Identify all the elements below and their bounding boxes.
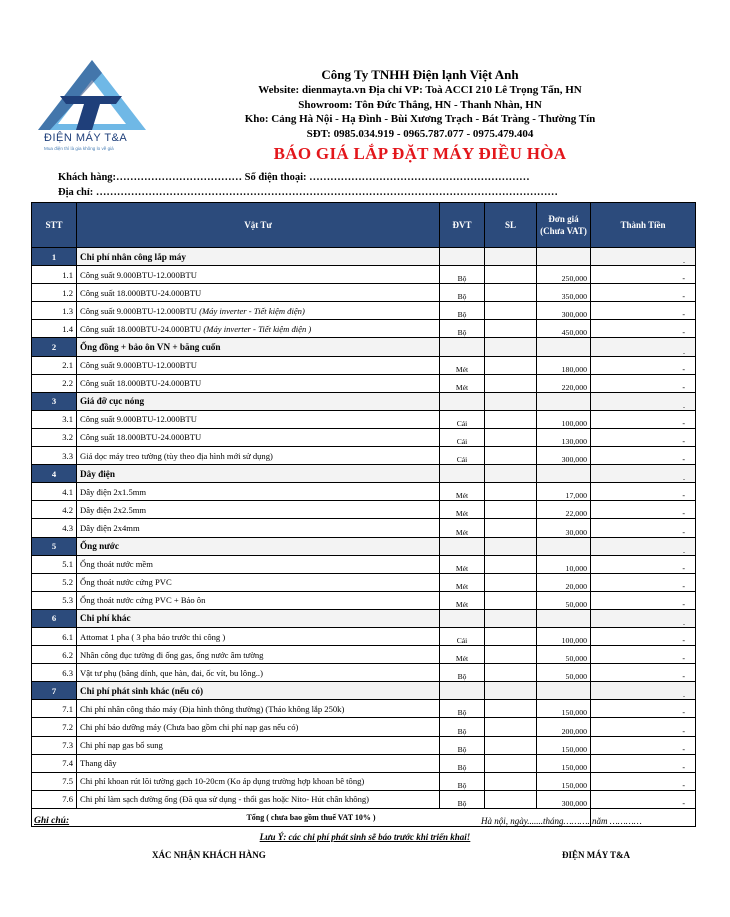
item-qty xyxy=(485,573,537,591)
section-unit-cell xyxy=(440,392,485,410)
section-number: 6 xyxy=(32,609,77,627)
item-unit: Bộ xyxy=(440,736,485,754)
company-name: Công Ty TNHH Điện lạnh Việt Anh xyxy=(321,67,519,82)
section-name: Ống đồng + bảo ôn VN + băng cuốn xyxy=(77,338,440,356)
section-qty-cell xyxy=(485,682,537,700)
company-logo xyxy=(30,56,160,156)
item-row xyxy=(32,646,696,664)
section-row xyxy=(32,609,696,627)
section-price-cell xyxy=(537,465,591,483)
item-name: Dây điện 2x1.5mm xyxy=(80,486,147,497)
item-unit: Cái xyxy=(440,410,485,428)
item-name-cell xyxy=(77,320,440,338)
item-name: Dây điện 2x4mm xyxy=(80,522,140,533)
item-number: 6.1 xyxy=(32,627,77,645)
item-qty xyxy=(485,591,537,609)
item-price: 250,000 xyxy=(537,266,591,284)
item-name-cell xyxy=(77,736,440,754)
item-qty xyxy=(485,374,537,392)
item-name-cell xyxy=(77,754,440,772)
section-name: Ống nước xyxy=(77,537,440,555)
section-row xyxy=(32,338,696,356)
section-row xyxy=(32,248,696,266)
item-name-cell xyxy=(77,356,440,374)
item-qty xyxy=(485,284,537,302)
section-number: 2 xyxy=(32,338,77,356)
header-price: Đơn giá (Chưa VAT) xyxy=(537,203,591,248)
item-number: 1.4 xyxy=(32,320,77,338)
item-total: - xyxy=(591,447,696,465)
item-name: Vật tư phụ (băng dính, que hàn, đai, ốc vít, bu lông..) xyxy=(80,667,263,678)
item-name: Công suất 9.000BTU-12.000BTU xyxy=(80,414,197,425)
grand-total-label: Tổng ( chưa bao gồm thuế VAT 10% ) xyxy=(32,808,591,826)
header-total: Thành Tiền xyxy=(591,203,696,248)
section-name: Giá đỡ cục nóng xyxy=(77,392,440,410)
item-name: Công suất 9.000BTU-12.000BTU xyxy=(80,305,200,316)
item-total: - xyxy=(591,718,696,736)
item-total: - xyxy=(591,483,696,501)
item-total: - xyxy=(591,573,696,591)
section-total-cell: . xyxy=(591,609,696,627)
item-number: 7.2 xyxy=(32,718,77,736)
item-total: - xyxy=(591,266,696,284)
item-total: - xyxy=(591,519,696,537)
section-unit-cell xyxy=(440,609,485,627)
item-total: - xyxy=(591,754,696,772)
item-row xyxy=(32,320,696,338)
item-name-cell xyxy=(77,555,440,573)
section-number: 1 xyxy=(32,248,77,266)
section-total-cell: . xyxy=(591,338,696,356)
item-note: (Máy inverter - Tiết kiệm điện) xyxy=(199,305,305,316)
section-price-cell xyxy=(537,537,591,555)
item-unit: Cái xyxy=(440,428,485,446)
item-number: 5.1 xyxy=(32,555,77,573)
section-qty-cell xyxy=(485,338,537,356)
section-total-cell: . xyxy=(591,392,696,410)
customer-line: Khách hàng:……………………………… Số điện thoại: ……………………………………………………… xyxy=(58,172,530,183)
item-unit: Mét xyxy=(440,591,485,609)
header-item: Vật Tư xyxy=(77,203,440,248)
item-number: 2.2 xyxy=(32,374,77,392)
section-price-cell xyxy=(537,248,591,266)
item-qty xyxy=(485,646,537,664)
item-price: 22,000 xyxy=(537,501,591,519)
item-name: Nhân công đục tường đi ống gas, ống nước âm tường xyxy=(80,649,264,660)
item-qty xyxy=(485,700,537,718)
item-note: (Máy inverter - Tiết kiệm điện ) xyxy=(203,323,312,334)
item-unit: Mét xyxy=(440,555,485,573)
item-qty xyxy=(485,356,537,374)
item-qty xyxy=(485,320,537,338)
item-row xyxy=(32,302,696,320)
item-row xyxy=(32,356,696,374)
item-number: 4.2 xyxy=(32,501,77,519)
item-name-cell xyxy=(77,447,440,465)
item-name-cell xyxy=(77,718,440,736)
item-qty xyxy=(485,483,537,501)
item-number: 7.3 xyxy=(32,736,77,754)
item-total: - xyxy=(591,284,696,302)
item-name: Thang dây xyxy=(80,758,117,769)
item-number: 3.1 xyxy=(32,410,77,428)
item-qty xyxy=(485,519,537,537)
section-price-cell xyxy=(537,609,591,627)
item-row xyxy=(32,664,696,682)
section-unit-cell xyxy=(440,248,485,266)
item-name: Công suất 18.000BTU-24.000BTU xyxy=(80,432,202,443)
item-name-cell xyxy=(77,519,440,537)
item-total: - xyxy=(591,790,696,808)
item-number: 1.3 xyxy=(32,302,77,320)
item-name: Công suất 9.000BTU-12.000BTU xyxy=(80,360,197,371)
item-name: Ống thoát nước cứng PVC + Bảo ôn xyxy=(80,595,206,606)
item-number: 1.1 xyxy=(32,266,77,284)
item-unit: Bộ xyxy=(440,700,485,718)
item-row xyxy=(32,573,696,591)
item-unit: Mét xyxy=(440,356,485,374)
item-name: Ống thoát nước mềm xyxy=(80,559,153,570)
item-total: - xyxy=(591,772,696,790)
item-price: 150,000 xyxy=(537,736,591,754)
item-total: - xyxy=(591,591,696,609)
item-qty xyxy=(485,736,537,754)
item-price: 150,000 xyxy=(537,754,591,772)
section-number: 4 xyxy=(32,465,77,483)
item-name: Dây điện 2x2.5mm xyxy=(80,504,147,515)
item-price: 130,000 xyxy=(537,428,591,446)
item-name-cell xyxy=(77,664,440,682)
item-price: 180,000 xyxy=(537,356,591,374)
item-row xyxy=(32,754,696,772)
company-phone: SĐT: 0985.034.919 - 0965.787.077 - 0975.479.404 xyxy=(306,127,534,140)
item-row xyxy=(32,519,696,537)
item-price: 350,000 xyxy=(537,284,591,302)
company-website-address: Website: dienmayta.vn Địa chỉ VP: Toà ACCI 210 Lê Trọng Tấn, HN xyxy=(258,84,582,96)
item-row xyxy=(32,483,696,501)
item-name-cell xyxy=(77,374,440,392)
company-header xyxy=(150,66,690,141)
item-price: 50,000 xyxy=(537,591,591,609)
customer-confirm-label: XÁC NHẬN KHÁCH HÀNG xyxy=(152,850,266,860)
date-line: Hà nội, ngày.......tháng………..năm ………… xyxy=(481,816,642,826)
item-name-cell xyxy=(77,284,440,302)
item-price: 100,000 xyxy=(537,627,591,645)
section-row xyxy=(32,682,696,700)
item-qty xyxy=(485,664,537,682)
address-line: Địa chỉ: …………………………………………………………………………………………………………………… xyxy=(58,187,558,198)
item-row xyxy=(32,736,696,754)
item-name: Công suất 18.000BTU-24.000BTU xyxy=(80,287,202,298)
item-qty xyxy=(485,718,537,736)
section-unit-cell xyxy=(440,465,485,483)
item-unit: Bộ xyxy=(440,266,485,284)
item-total: - xyxy=(591,664,696,682)
item-name: Chi phí làm sạch đường ống (Đã qua sử dụng - thổi gas hoặc Nito- Hút chân không) xyxy=(80,794,370,805)
item-name-cell xyxy=(77,772,440,790)
item-total: - xyxy=(591,627,696,645)
section-price-cell xyxy=(537,338,591,356)
item-row xyxy=(32,700,696,718)
item-total: - xyxy=(591,320,696,338)
header-unit: ĐVT xyxy=(440,203,485,248)
item-row xyxy=(32,501,696,519)
header-qty: SL xyxy=(485,203,537,248)
item-qty xyxy=(485,790,537,808)
item-qty xyxy=(485,302,537,320)
item-number: 5.2 xyxy=(32,573,77,591)
note-label: Ghi chú: xyxy=(34,816,70,826)
item-price: 450,000 xyxy=(537,320,591,338)
section-qty-cell xyxy=(485,465,537,483)
item-name: Công suất 9.000BTU-12.000BTU xyxy=(80,269,197,280)
section-number: 5 xyxy=(32,537,77,555)
item-total: - xyxy=(591,646,696,664)
section-row xyxy=(32,392,696,410)
item-number: 7.4 xyxy=(32,754,77,772)
item-name-cell xyxy=(77,483,440,501)
item-qty xyxy=(485,428,537,446)
item-price: 20,000 xyxy=(537,573,591,591)
item-unit: Cái xyxy=(440,447,485,465)
item-name: Chi phí nạp gas bổ sung xyxy=(80,740,163,751)
table-body xyxy=(32,248,696,827)
header-stt: STT xyxy=(32,203,77,248)
quote-table xyxy=(31,202,696,827)
section-name: Dây điện xyxy=(77,465,440,483)
item-total: - xyxy=(591,374,696,392)
item-qty xyxy=(485,772,537,790)
item-total: - xyxy=(591,501,696,519)
item-name: Attomat 1 pha ( 3 pha báo trước thi công ) xyxy=(80,631,226,642)
item-row xyxy=(32,591,696,609)
item-row xyxy=(32,718,696,736)
remark-text: Lưu Ý: các chi phí phát sinh sẽ báo trước khi triển khai! xyxy=(259,832,471,842)
section-total-cell: . xyxy=(591,465,696,483)
item-total: - xyxy=(591,736,696,754)
item-number: 3.3 xyxy=(32,447,77,465)
item-name-cell xyxy=(77,700,440,718)
item-unit: Bộ xyxy=(440,772,485,790)
item-row xyxy=(32,266,696,284)
item-unit: Bộ xyxy=(440,790,485,808)
item-name-cell xyxy=(77,573,440,591)
item-name: Chi phí nhân công tháo máy (Địa hình thông thường) (Tháo không lắp 250k) xyxy=(80,703,345,714)
item-qty xyxy=(485,410,537,428)
item-name: Công suất 18.000BTU-24.000BTU xyxy=(80,378,202,389)
section-unit-cell xyxy=(440,537,485,555)
company-warehouse: Kho: Cảng Hà Nội - Hạ Đình - Bùi Xương Trạch - Bát Tràng - Thường Tín xyxy=(244,113,596,125)
section-total-cell: . xyxy=(591,682,696,700)
item-unit: Mét xyxy=(440,501,485,519)
item-number: 4.1 xyxy=(32,483,77,501)
section-qty-cell xyxy=(485,392,537,410)
section-row xyxy=(32,537,696,555)
item-row xyxy=(32,374,696,392)
item-price: 150,000 xyxy=(537,772,591,790)
section-row xyxy=(32,465,696,483)
item-row xyxy=(32,555,696,573)
item-row xyxy=(32,410,696,428)
item-price: 100,000 xyxy=(537,410,591,428)
item-unit: Bộ xyxy=(440,754,485,772)
item-name: Ống thoát nước cứng PVC xyxy=(80,577,172,588)
section-name: Chi phí khác xyxy=(77,609,440,627)
item-name-cell xyxy=(77,627,440,645)
item-qty xyxy=(485,266,537,284)
item-price: 50,000 xyxy=(537,646,591,664)
item-unit: Mét xyxy=(440,374,485,392)
section-name: Chi phí nhân công lắp máy xyxy=(77,248,440,266)
item-name-cell xyxy=(77,266,440,284)
item-price: 17,000 xyxy=(537,483,591,501)
item-price: 300,000 xyxy=(537,790,591,808)
item-unit: Bộ xyxy=(440,718,485,736)
item-qty xyxy=(485,627,537,645)
item-name-cell xyxy=(77,302,440,320)
item-name-cell xyxy=(77,501,440,519)
item-total: - xyxy=(591,700,696,718)
item-price: 200,000 xyxy=(537,718,591,736)
item-total: - xyxy=(591,410,696,428)
item-qty xyxy=(485,555,537,573)
item-number: 6.3 xyxy=(32,664,77,682)
section-unit-cell xyxy=(440,682,485,700)
logo-brand-text: ĐIỆN MÁY T&A xyxy=(44,132,128,144)
item-number: 2.1 xyxy=(32,356,77,374)
item-price: 220,000 xyxy=(537,374,591,392)
company-showroom: Showroom: Tôn Đức Thắng, HN - Thanh Nhàn, HN xyxy=(298,98,542,111)
item-number: 5.3 xyxy=(32,591,77,609)
item-total: - xyxy=(591,555,696,573)
quote-title: BÁO GIÁ LẮP ĐẶT MÁY ĐIỀU HÒA xyxy=(273,144,567,163)
item-total: - xyxy=(591,356,696,374)
section-unit-cell xyxy=(440,338,485,356)
item-price: 300,000 xyxy=(537,302,591,320)
section-number: 3 xyxy=(32,392,77,410)
item-name-cell xyxy=(77,646,440,664)
item-price: 30,000 xyxy=(537,519,591,537)
item-number: 1.2 xyxy=(32,284,77,302)
section-qty-cell xyxy=(485,248,537,266)
item-name: Giá dọc máy treo tường (tùy theo địa hình mới sử dụng) xyxy=(80,450,273,461)
item-unit: Bộ xyxy=(440,284,485,302)
item-unit: Mét xyxy=(440,573,485,591)
company-sign-label: ĐIỆN MÁY T&A xyxy=(562,850,631,860)
item-name-cell xyxy=(77,591,440,609)
item-price: 300,000 xyxy=(537,447,591,465)
logo-tagline: Mua điện thì là gia không lo về giá xyxy=(44,146,114,151)
item-number: 7.1 xyxy=(32,700,77,718)
item-row xyxy=(32,447,696,465)
section-price-cell xyxy=(537,392,591,410)
item-name-cell xyxy=(77,790,440,808)
item-name: Công suất 18.000BTU-24.000BTU xyxy=(80,323,204,334)
item-name-cell xyxy=(77,428,440,446)
item-price: 50,000 xyxy=(537,664,591,682)
item-number: 4.3 xyxy=(32,519,77,537)
section-total-cell: . xyxy=(591,248,696,266)
item-qty xyxy=(485,501,537,519)
item-row xyxy=(32,428,696,446)
item-price: 150,000 xyxy=(537,700,591,718)
item-total: - xyxy=(591,302,696,320)
item-row xyxy=(32,772,696,790)
item-number: 3.2 xyxy=(32,428,77,446)
item-name-cell xyxy=(77,410,440,428)
section-price-cell xyxy=(537,682,591,700)
item-unit: Bộ xyxy=(440,664,485,682)
item-unit: Mét xyxy=(440,483,485,501)
section-qty-cell xyxy=(485,609,537,627)
item-row xyxy=(32,284,696,302)
section-qty-cell xyxy=(485,537,537,555)
item-name: Chi phí bảo dưỡng máy (Chưa bao gồm chi phí nạp gas nếu có) xyxy=(80,721,299,732)
item-unit: Mét xyxy=(440,646,485,664)
item-qty xyxy=(485,447,537,465)
item-total: - xyxy=(591,428,696,446)
item-row xyxy=(32,627,696,645)
section-total-cell: . xyxy=(591,537,696,555)
item-name: Chi phí khoan rút lõi tường gạch 10-20cm (Ko áp dụng trường hợp khoan bê tông) xyxy=(80,776,365,787)
item-unit: Bộ xyxy=(440,320,485,338)
item-row xyxy=(32,790,696,808)
section-name: Chi phí phát sinh khác (nếu có) xyxy=(77,682,440,700)
item-price: 10,000 xyxy=(537,555,591,573)
item-number: 7.5 xyxy=(32,772,77,790)
item-unit: Bộ xyxy=(440,302,485,320)
item-unit: Cái xyxy=(440,627,485,645)
table-header-row xyxy=(32,203,696,248)
item-number: 7.6 xyxy=(32,790,77,808)
item-number: 6.2 xyxy=(32,646,77,664)
item-qty xyxy=(485,754,537,772)
item-unit: Mét xyxy=(440,519,485,537)
section-number: 7 xyxy=(32,682,77,700)
